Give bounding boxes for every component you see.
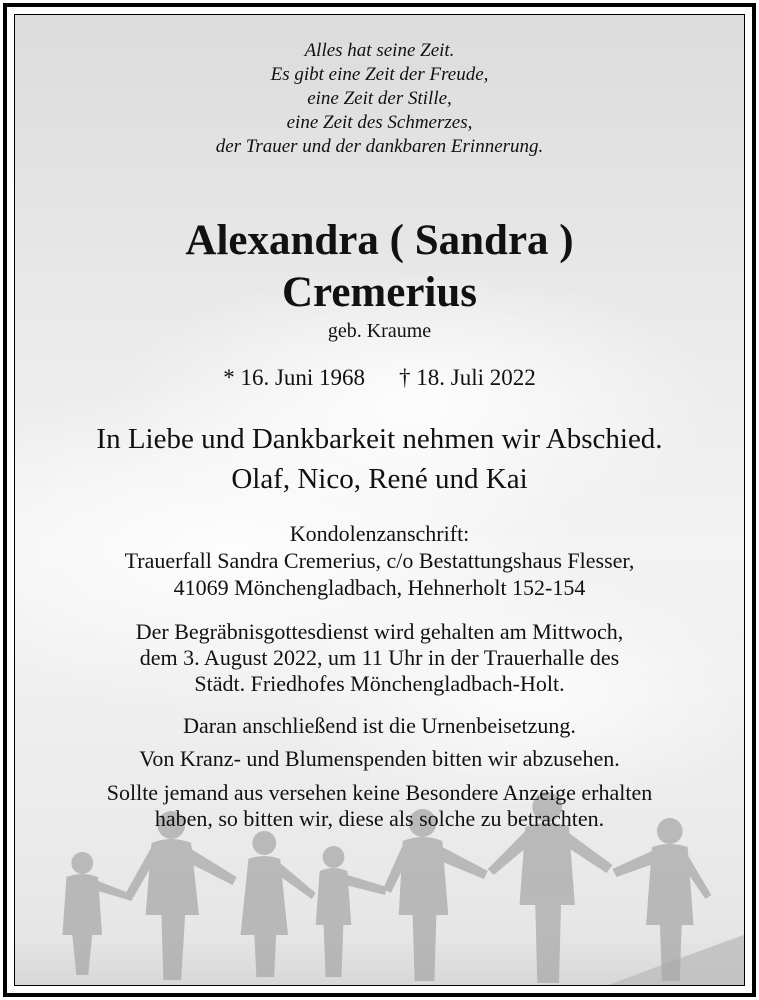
condolence-address [15,520,744,601]
motto-line: eine Zeit des Schmerzes, [286,112,473,133]
deceased-name-line2: Cremerius [281,269,478,316]
obituary-panel [14,14,745,986]
notice-note [15,780,744,832]
farewell-message [15,419,744,499]
condolence-address-line: Trauerfall Sandra Cremerius, c/o Bestattungshaus Flesser, [124,548,635,573]
farewell-line: In Liebe und Dankbarkeit nehmen wir Abschied. [96,423,663,455]
condolence-heading: Kondolenzanschrift: [289,521,470,546]
deceased-name-line1: Alexandra ( Sandra ) [185,217,574,264]
birth-name: geb. Kraume [327,320,432,342]
flowers-note: Von Kranz- und Blumenspenden bitten wir abzusehen. [139,746,620,771]
service-line: Der Begräbnisgottesdienst wird gehalten am Mittwoch, [135,619,624,644]
urn-burial-note: Daran anschließend ist die Urnenbeisetzung. [183,713,576,738]
service-line: dem 3. August 2022, um 11 Uhr in der Trauerhalle des [139,645,620,670]
motto-line: Alles hat seine Zeit. [304,40,455,61]
deceased-name [15,215,744,319]
mourners-names: Olaf, Nico, René und Kai [231,463,528,495]
motto-line: eine Zeit der Stille, [307,88,452,109]
notice-line: haben, so bitten wir, diese als solche zu betrachten. [154,806,605,831]
condolence-address-line: 41069 Mönchengladbach, Hehnerholt 152-154 [173,575,586,600]
death-date: † 18. Juli 2022 [399,365,536,390]
obituary-frame [3,3,756,997]
funeral-service-info [15,619,744,697]
service-line: Städt. Friedhofes Mönchengladbach-Holt. [194,671,565,696]
notice-line: Sollte jemand aus versehen keine Besondere Anzeige erhalten [106,780,653,805]
birth-date: * 16. Juni 1968 [223,365,366,390]
life-dates [15,365,744,391]
motto-line: der Trauer und der dankbaren Erinnerung. [215,136,544,157]
motto-line: Es gibt eine Zeit der Freude, [270,64,489,85]
motto-poem [15,39,744,159]
